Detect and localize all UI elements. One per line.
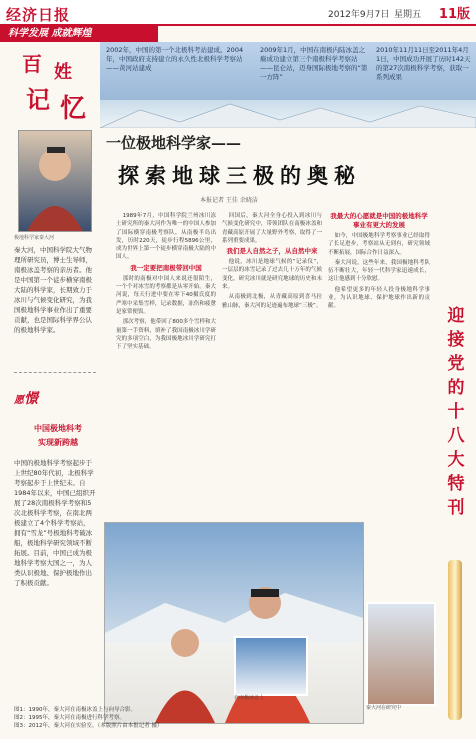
article-column	[222, 212, 322, 530]
portrait-caption: 极地科学家秦大河	[14, 235, 55, 241]
mountain-icon	[100, 100, 476, 128]
timeline-band	[100, 42, 476, 100]
article-column	[328, 212, 430, 530]
paragraph: 如今，中国极地科学考察事业已经取得了长足进步，考察站从无到有，研究领域不断拓展，国际合作日益深入。	[328, 233, 430, 256]
issue-date: 2012年9月7日	[328, 10, 390, 20]
sidebar-title-line: 实现新跨越	[38, 438, 78, 447]
photo-caption: 在南极冰盖上	[234, 695, 265, 701]
timeline-item: 2002年，中国的第一个北极科考站建成。2004年，中国政府支持建立的永久性北极科学考察站——黄河站建成	[106, 46, 244, 72]
huabiao-column-icon	[448, 560, 462, 720]
paragraph: 1989年7月，中国科学院兰州冰川冻土研究所的秦大河作为唯一的中国人参加了国际横穿南极考察队，从南极半岛出发，历时220天，徒步行程5896公里，成为世界上第一个徒步横穿南极大陆的中国人。	[116, 213, 216, 261]
photo-caption: 秦大河在研究中	[366, 705, 402, 711]
timeline-item: 2009年1月，中国在南极内陆冰盖之巅成功建立第三个南极科学考察站——昆仑站，迈身国际极地考察的“第一方阵”	[260, 46, 368, 81]
photo-note: 图3：2012年，秦大河在实验室。（本版照片由本报记者 摄）	[14, 723, 163, 729]
article-column	[116, 212, 216, 530]
article-byline: 本报记者 王佳 余晓洁	[200, 197, 258, 204]
subheading: 我们是人自然之子，从自然中来	[226, 247, 318, 256]
series-char: 百	[22, 52, 42, 76]
series-char: 姓	[54, 62, 72, 83]
mountain-illustration	[100, 100, 476, 128]
scientist-intro: 秦大河，中国科学院大气物理所研究员，博士生导师，南极冰盖考察的亲历者。他是中国第一个徒步横穿南极大陆的科学家，长期致力于冰川与气候变化研究，为我国极地科学事业作出了重要贡献，也是国际科学界公认的极地科学家。	[14, 246, 92, 334]
sidebar-title	[18, 422, 98, 450]
paragraph: 回国后，秦大河全身心投入到冰川与气候变化研究中，带领团队在南极冰盖和青藏高原开展了大量野外考察，取得了一系列重要成果。	[222, 213, 322, 244]
column-title	[14, 388, 38, 408]
edition-number: 11版	[438, 7, 470, 22]
photo-scientist-lab	[366, 602, 436, 706]
paragraph: 他说，冰川是地球气候的“记录仪”，一层层的冰雪记录了过去几十万年的气候变化，研究冰川就是研究地球的历史和未来。	[222, 259, 322, 291]
article-kicker: 一位极地科学家——	[106, 134, 242, 152]
page-header	[0, 0, 476, 26]
section-banner: 科学发展 成就辉煌	[0, 26, 158, 42]
sidebar-title-line: 中国极地科考	[34, 424, 82, 433]
paragraph: 秦大河说，这些年来，我国极地科考队伍不断壮大，年轻一代科学家迅速成长，这让他感到十分欣慰。	[328, 259, 430, 283]
photo-notes	[14, 706, 234, 730]
photo-ice-field	[234, 636, 308, 696]
timeline-item: 2010年11月11日至2011年4月1日，中国成功开展了历时142天的第27次南极科学考察，获取一系列成果	[376, 46, 471, 81]
series-title	[20, 48, 96, 124]
column-title-prefix: 愿	[14, 395, 24, 406]
person-icon	[19, 131, 91, 231]
paragraph: 从南极到北极，从青藏高原到喜马拉雅山脉，秦大河的足迹遍布地球“三极”。	[222, 294, 322, 309]
series-char: 忆	[60, 94, 87, 124]
paragraph: 那次考察，他带回了800多个雪样和大量第一手资料，填补了我国南极冰川学研究的多项空白，为我国极地冰川学研究打下了坚实基础。	[116, 319, 216, 351]
special-issue-title: 迎接党的十八大特刊	[447, 306, 465, 518]
article-headline: 探索地球三极的奥秘	[118, 164, 361, 188]
series-char: 记	[26, 85, 50, 114]
issue-weekday: 星期五	[394, 10, 422, 20]
paragraph: 他希望更多的年轻人投身极地科学事业，为认识地球、保护地球作出新的贡献。	[328, 286, 430, 310]
scientist-portrait	[18, 130, 92, 232]
photo-note: 图1：1990年，秦大河在南极冰盖上与向导合影。	[14, 707, 136, 713]
divider	[14, 372, 96, 373]
sidebar-body: 中国的极地科学考察起步于上世纪80年代初，北极科学考察起步于上世纪末。自1984年以来，中国已组织开展了28次南极科学考察和5次北极科学考察，在南北两极建立了4个科学考察站，拥有“雪龙”号极地科考破冰船，极地科学研究领域不断拓展。目前，中国已成为极地科学考察大国之一，为人类认识极地、保护极地作出了积极贡献。	[14, 459, 96, 587]
paragraph: 那时的南极对中国人来说还很陌生，一个个对冰雪的考察都是从零开始。秦大河说，每天行进中要在零下40摄氏度的严寒中采集雪样，记录数据，冻伤和疲惫是家常便饭。	[116, 275, 216, 315]
subheading: 我最大的心愿就是中国的极地科学事业有更大的发展	[330, 212, 428, 229]
subheading: 我一定要把南极带回中国	[130, 263, 202, 272]
masthead: 经济日报	[6, 6, 71, 24]
photo-note: 图2：1995年，秦大河在南极进行科学考察。	[14, 715, 125, 721]
column-title-main: 憬	[24, 391, 38, 407]
